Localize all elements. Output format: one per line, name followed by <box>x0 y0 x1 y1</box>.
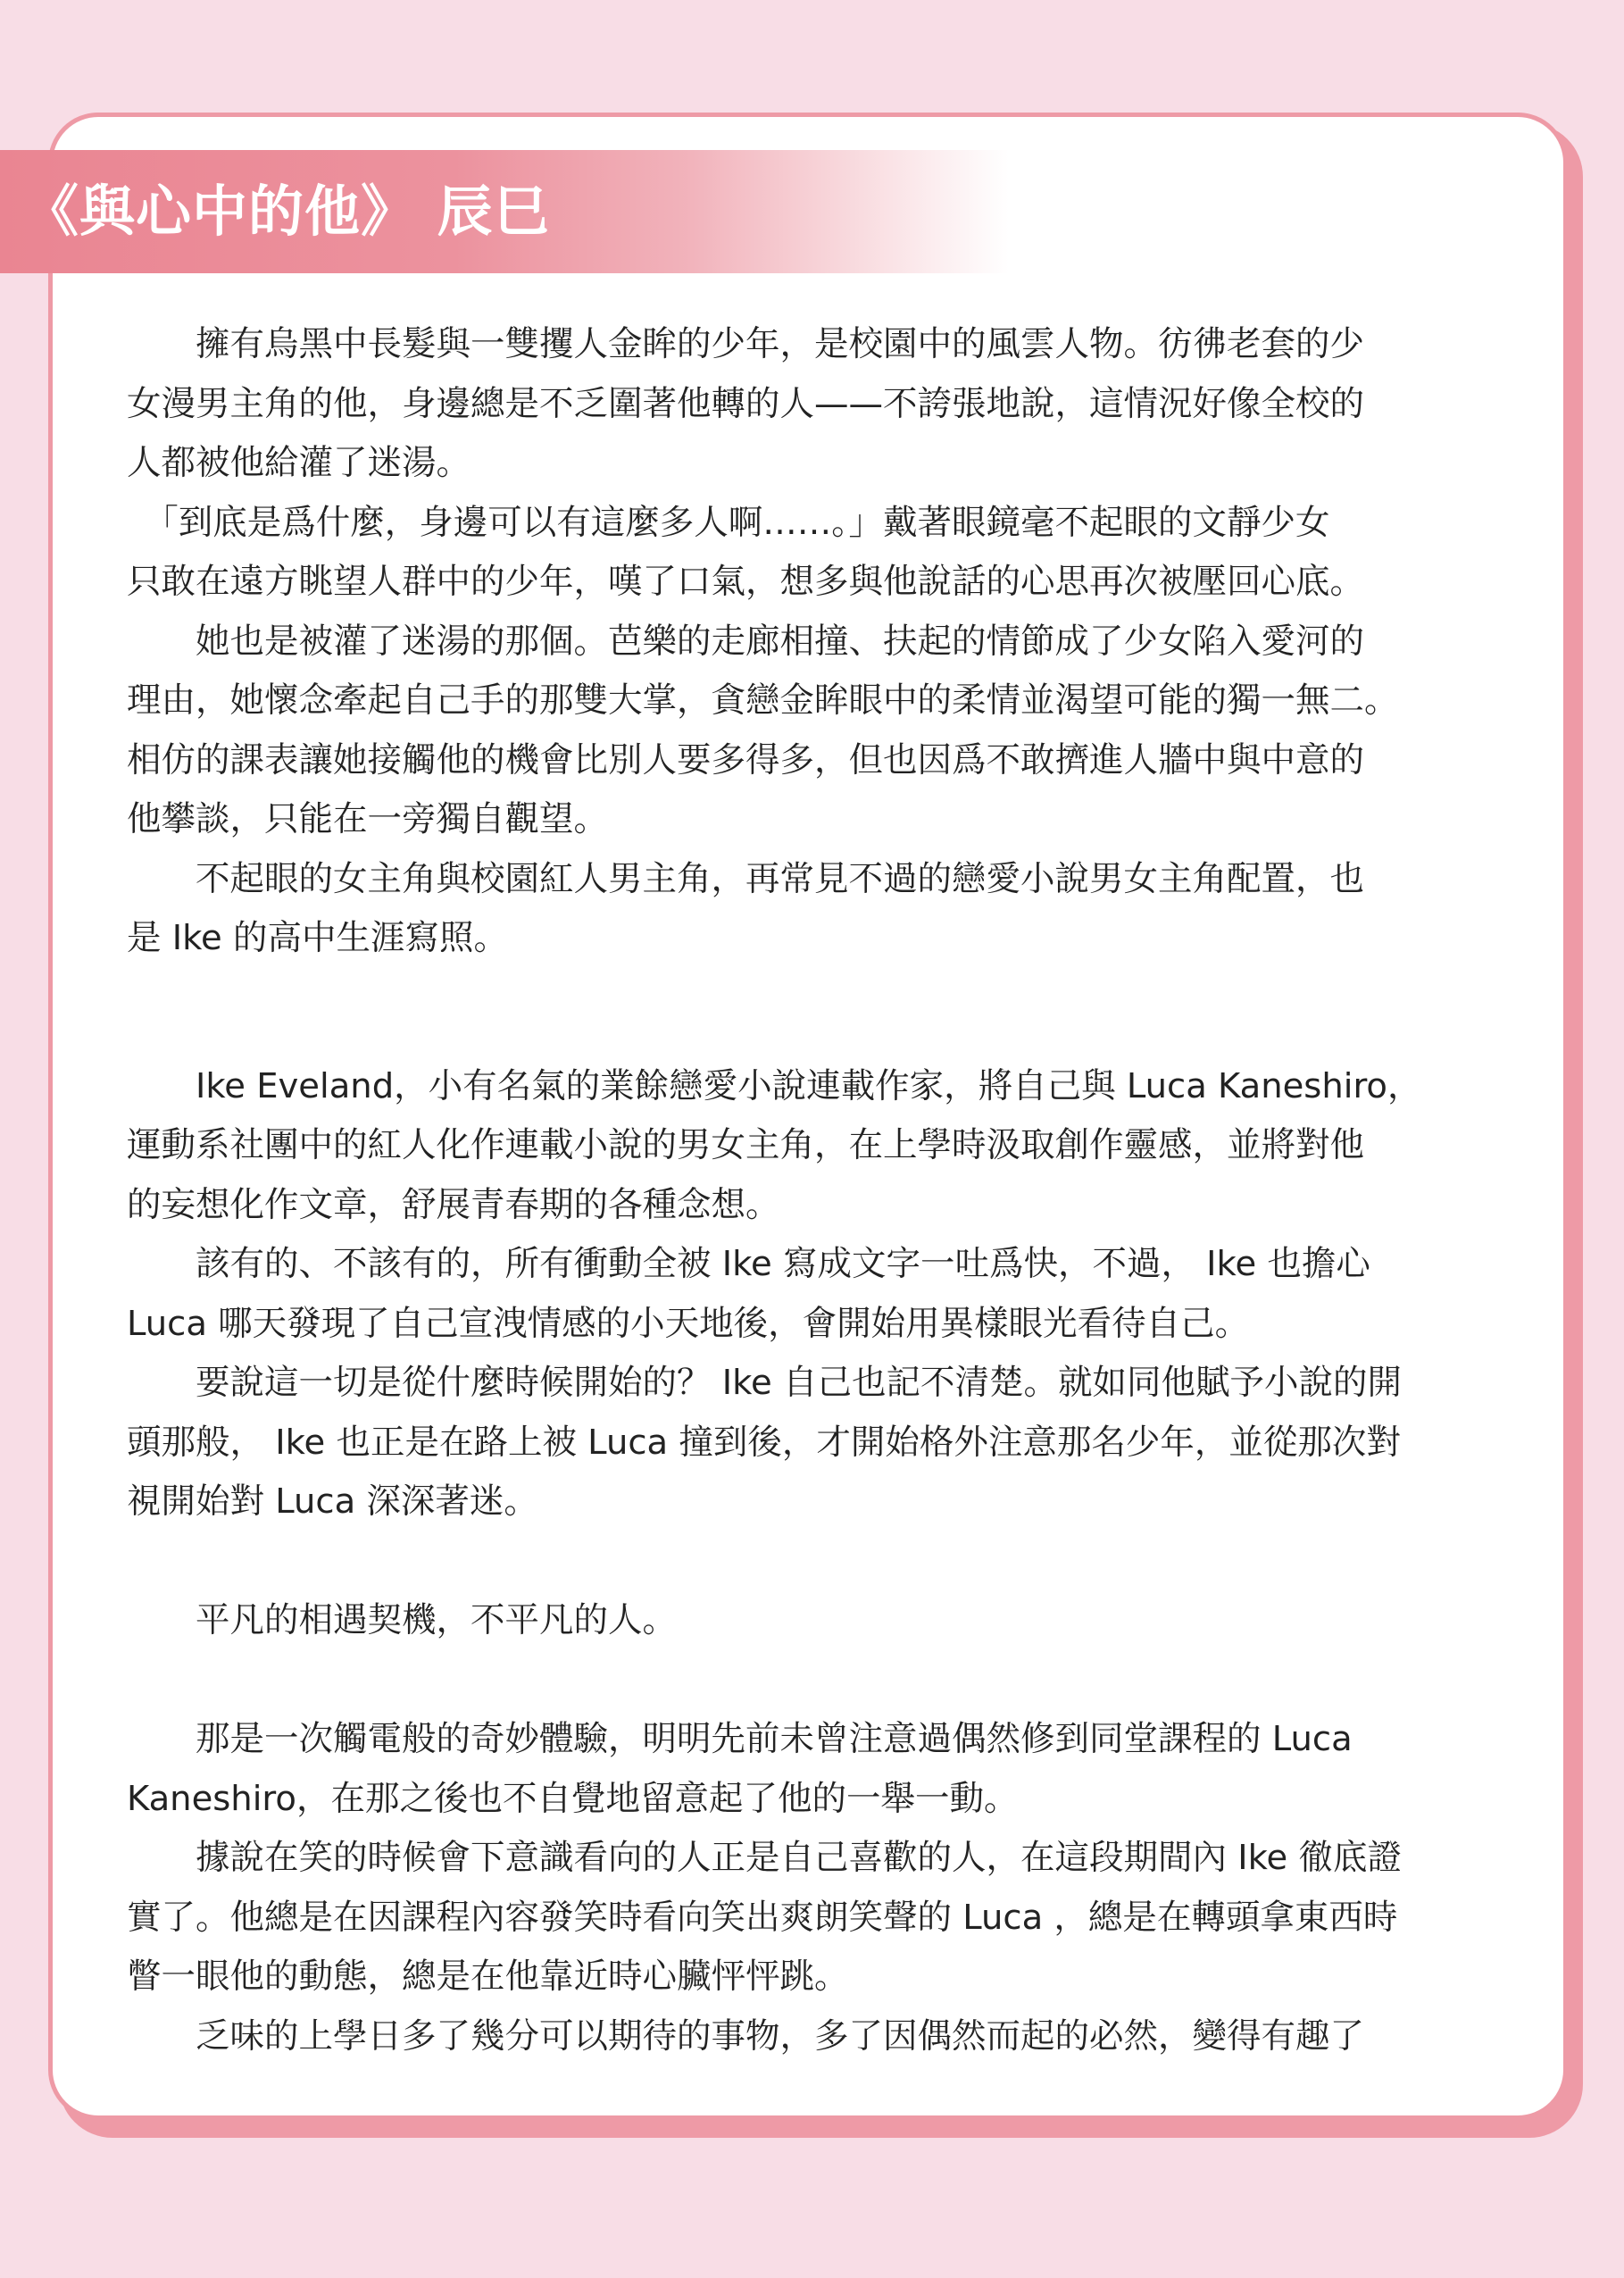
text-line: 他攀談，只能在一旁獨自觀望。 <box>127 799 609 839</box>
paragraph-spacer <box>127 1532 1506 1592</box>
paragraph <box>127 1354 1506 1532</box>
text-line: 那是一次觸電般的奇妙體驗，明明先前未曾注意過偶然修到同堂課程的 Luca <box>127 1719 1353 1759</box>
page-title: 《與心中的他》 辰巳 <box>23 179 550 244</box>
text-line: 乏味的上學日多了幾分可以期待的事物，多了因偶然而起的必然，變得有趣了 <box>127 2015 1365 2057</box>
text-line: 「到底是爲什麼，身邊可以有這麼多人啊……。」戴著眼鏡毫不起眼的文靜少女 <box>127 502 1330 543</box>
text-line: 相仿的課表讓她接觸他的機會比別人要多得多，但也因爲不敢擠進人牆中與中意的 <box>127 739 1365 780</box>
text-line: 人都被他給灌了迷湯。 <box>127 443 471 483</box>
text-line: 不起眼的女主角與校園紅人男主角，再常見不過的戀愛小說男女主角配置，也 <box>127 858 1365 899</box>
paragraph-spacer <box>127 969 1506 1057</box>
paragraph <box>127 2007 1506 2067</box>
paragraph <box>127 1591 1506 1651</box>
paragraph <box>127 1710 1506 1829</box>
text-line: 是 Ike 的高中生涯寫照。 <box>127 918 508 958</box>
paragraph <box>127 315 1506 494</box>
text-line: 的妄想化作文章，舒展青春期的各種念想。 <box>127 1184 780 1225</box>
story-body <box>127 315 1506 2066</box>
text-line: 頭那般， Ike 也正是在路上被 Luca 撞到後，才開始格外注意那名少年，並從那次對 <box>127 1422 1401 1463</box>
text-line: 該有的、不該有的，所有衝動全被 Ike 寫成文字一吐爲快，不過， Ike 也擔心 <box>127 1244 1370 1284</box>
paragraph <box>127 494 1506 613</box>
text-line: 只敢在遠方眺望人群中的少年，嘆了口氣，想多與他說話的心思再次被壓回心底。 <box>127 562 1365 602</box>
text-line: Luca 哪天發現了自己宣洩情感的小天地後，會開始用異樣眼光看待自己。 <box>127 1303 1250 1344</box>
text-line: Ike Eveland，小有名氣的業餘戀愛小說連載作家，將自己與 Luca Kaneshiro， <box>127 1065 1422 1106</box>
text-line: 擁有烏黑中長髮與一雙攫人金眸的少年，是校園中的風雲人物。彷彿老套的少 <box>127 324 1365 364</box>
text-line: Kaneshiro，在那之後也不自覺地留意起了他的一舉一動。 <box>127 1778 1019 1819</box>
text-line: 平凡的相遇契機，不平凡的人。 <box>127 1600 678 1640</box>
text-line: 女漫男主角的他，身邊總是不乏圍著他轉的人——不誇張地說，這情況好像全校的 <box>127 383 1365 424</box>
paragraph <box>127 1235 1506 1354</box>
paragraph <box>127 850 1506 969</box>
text-line: 據說在笑的時候會下意識看向的人正是自己喜歡的人，在這段期間內 Ike 徹底證 <box>127 1838 1402 1878</box>
text-line: 實了。他總是在因課程內容發笑時看向笑出爽朗笑聲的 Luca ，總是在轉頭拿東西時 <box>127 1897 1398 1938</box>
title-banner <box>0 150 1009 273</box>
text-line: 運動系社團中的紅人化作連載小說的男女主角，在上學時汲取創作靈感，並將對他 <box>127 1125 1365 1165</box>
paragraph <box>127 1057 1506 1236</box>
text-line: 理由，她懷念牽起自己手的那雙大掌，貪戀金眸眼中的柔情並渴望可能的獨一無二。 <box>127 680 1399 721</box>
text-line: 要說這一切是從什麼時候開始的？ Ike 自己也記不清楚。就如同他賦予小說的開 <box>127 1363 1402 1403</box>
text-line: 視開始對 Luca 深深著迷。 <box>127 1481 538 1522</box>
paragraph-spacer <box>127 1651 1506 1711</box>
paragraph <box>127 1829 1506 2007</box>
text-line: 瞥一眼他的動態，總是在他靠近時心臟怦怦跳。 <box>127 1957 849 1997</box>
text-line: 她也是被灌了迷湯的那個。芭樂的走廊相撞、扶起的情節成了少女陷入愛河的 <box>127 621 1365 662</box>
paragraph <box>127 613 1506 850</box>
